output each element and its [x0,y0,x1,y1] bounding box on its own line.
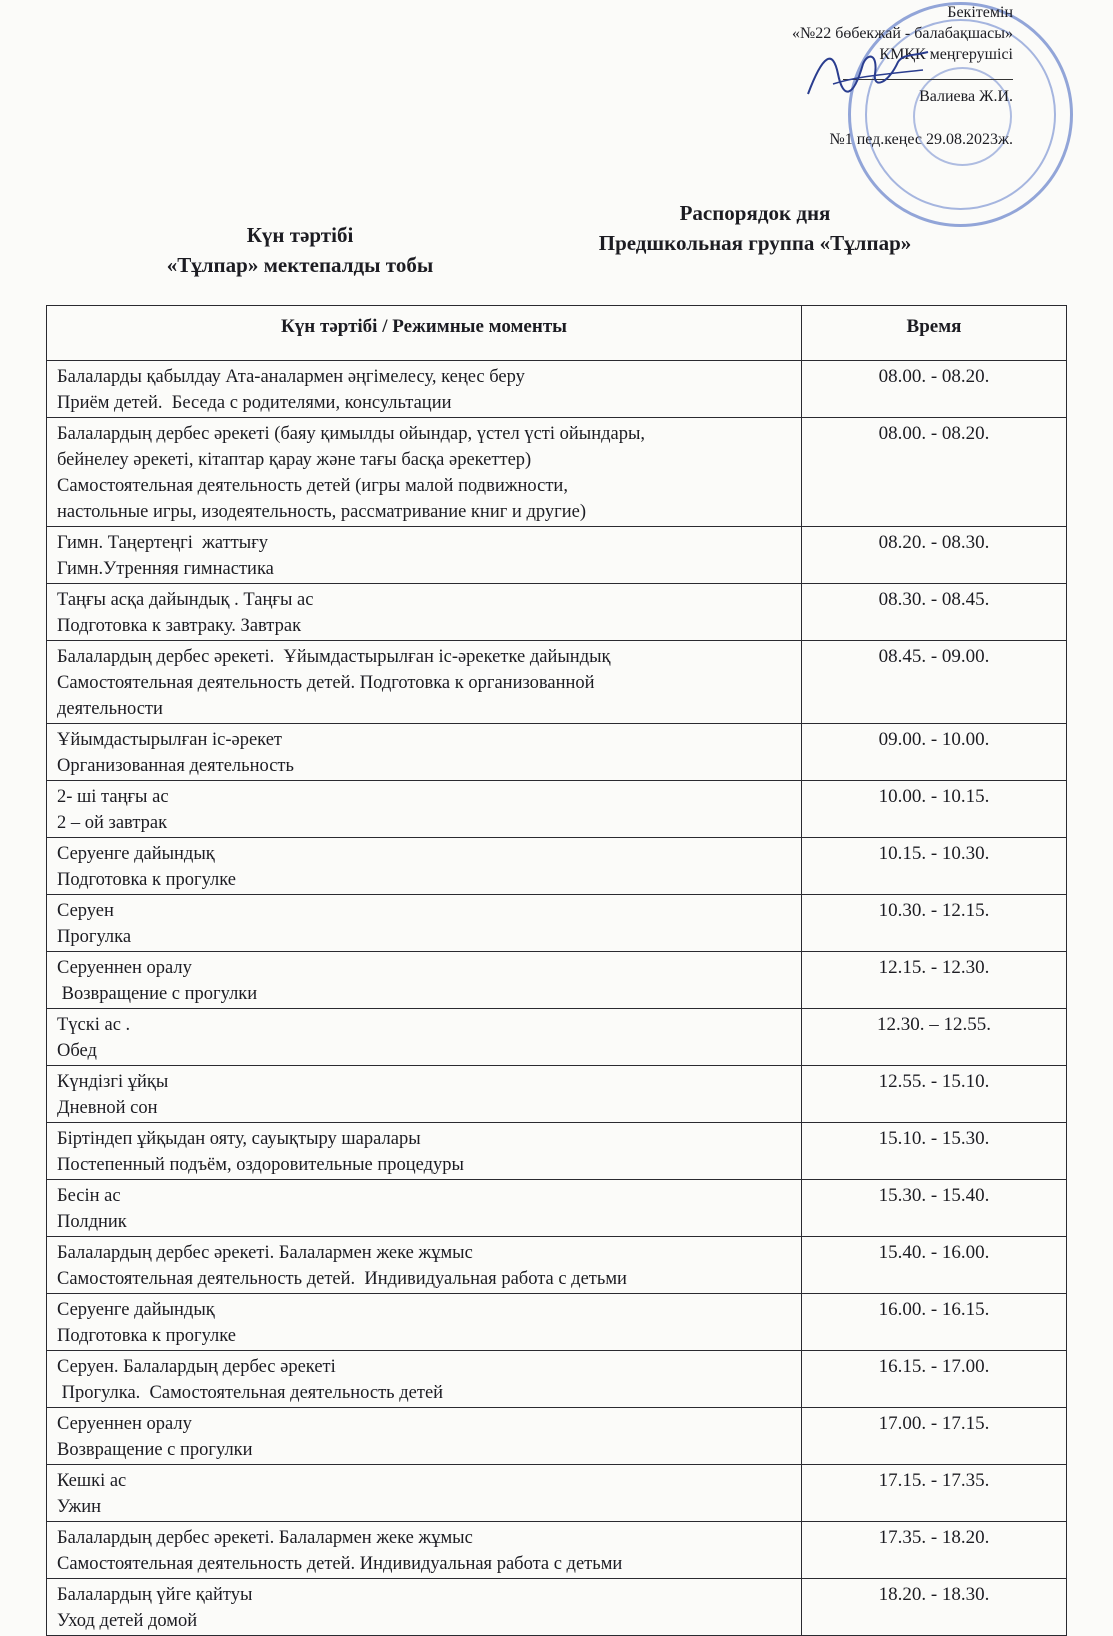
activity-line: Серуеннен оралу [57,1414,192,1434]
activity-cell [47,1579,802,1636]
activity-line: Самостоятельная деятельность детей. Подготовка к организованной [57,673,595,693]
handwritten-signature [803,44,933,104]
activity-line: Полдник [57,1212,127,1232]
activity-line: Күндізгі ұйқы [57,1072,169,1092]
activity-line: Самостоятельная деятельность детей (игры малой подвижности, [57,476,568,496]
activity-line: Серуенге дайындық [57,1300,215,1320]
activity-line: Постепенный подъём, оздоровительные процедуры [57,1155,464,1175]
approval-line-4: Валиева Ж.И. [919,88,1013,105]
activity-line: настольные игры, изодеятельность, рассматривание книг и другие) [57,502,586,522]
table-row [47,361,1067,418]
activity-cell [47,781,802,838]
table-row [47,724,1067,781]
schedule-body [47,361,1067,1636]
time-cell: 17.35. - 18.20. [802,1522,1067,1579]
time-cell: 16.00. - 16.15. [802,1294,1067,1351]
activity-cell [47,418,802,527]
time-cell: 15.40. - 16.00. [802,1237,1067,1294]
activity-cell [47,1465,802,1522]
table-row [47,1522,1067,1579]
time-cell: 15.30. - 15.40. [802,1180,1067,1237]
activity-cell [47,361,802,418]
table-row [47,781,1067,838]
activity-line: Балалардың дербес әрекеті (баяу қимылды ойындар, үстел үсті ойындары, [57,424,646,444]
activity-line: Организованная деятельность [57,756,294,776]
time-cell: 08.30. - 08.45. [802,584,1067,641]
table-row [47,1237,1067,1294]
time-cell: 15.10. - 15.30. [802,1123,1067,1180]
page-headings [0,198,1113,278]
table-row [47,527,1067,584]
table-row [47,1408,1067,1465]
activity-cell [47,527,802,584]
activity-cell [47,641,802,724]
table-row [47,1180,1067,1237]
activity-line: Түскі ас . [57,1015,131,1035]
table-row [47,641,1067,724]
activity-line: Подготовка к прогулке [57,870,237,890]
activity-cell [47,1522,802,1579]
activity-line: Подготовка к прогулке [57,1326,237,1346]
activity-cell [47,1237,802,1294]
time-cell: 10.00. - 10.15. [802,781,1067,838]
table-row [47,895,1067,952]
activity-cell [47,838,802,895]
activity-line: Кешкі ас [57,1471,127,1491]
time-cell: 12.55. - 15.10. [802,1066,1067,1123]
activity-line: Балаларды қабылдау Ата-аналармен әңгімелесу, кеңес беру [57,367,525,387]
activity-line: Біртіндеп ұйқыдан ояту, сауықтыру шаралары [57,1129,421,1149]
activity-line: деятельности [57,699,163,719]
time-cell: 08.00. - 08.20. [802,361,1067,418]
activity-line: Возвращение с прогулки [57,984,258,1004]
table-row [47,838,1067,895]
activity-line: Возвращение с прогулки [57,1440,253,1460]
activity-line: Серуенге дайындық [57,844,215,864]
time-cell: 12.15. - 12.30. [802,952,1067,1009]
activity-cell [47,1294,802,1351]
activity-line: Приём детей. Беседа с родителями, консультации [57,393,452,413]
activity-line: Серуен. Балалардың дербес әрекеті [57,1357,336,1377]
heading-kazakh [120,220,480,280]
table-row [47,1294,1067,1351]
time-cell: 09.00. - 10.00. [802,724,1067,781]
time-cell: 08.45. - 09.00. [802,641,1067,724]
activity-line: Самостоятельная деятельность детей. Индивидуальная работа с детьми [57,1554,623,1574]
table-row [47,1009,1067,1066]
table-row [47,1066,1067,1123]
time-cell: 08.20. - 08.30. [802,527,1067,584]
activity-cell [47,952,802,1009]
heading-russian-title: Распорядок дня [679,201,831,225]
heading-russian [540,198,970,258]
time-cell: 18.20. - 18.30. [802,1579,1067,1636]
time-cell: 10.30. - 12.15. [802,895,1067,952]
activity-cell [47,1408,802,1465]
activity-cell [47,1351,802,1408]
activity-cell [47,895,802,952]
approval-gap [633,107,1013,129]
activity-cell [47,724,802,781]
time-cell: 16.15. - 17.00. [802,1351,1067,1408]
activity-line: Самостоятельная деятельность детей. Индивидуальная работа с детьми [57,1269,627,1289]
activity-line: Балалардың дербес әрекеті. Ұйымдастырылған іс-әрекетке дайындық [57,647,611,667]
activity-cell [47,1066,802,1123]
activity-line: Дневной сон [57,1098,158,1118]
activity-line: Балалардың үйге қайтуы [57,1585,253,1605]
schedule-table [46,305,1067,1636]
time-cell: 17.00. - 17.15. [802,1408,1067,1465]
approval-line-1: Бекітемін [947,4,1013,21]
approval-line-2: «№22 бөбекжай - балабақшасы» [791,25,1013,42]
activity-line: Таңғы асқа дайындық . Таңғы ас [57,590,314,610]
time-cell: 08.00. - 08.20. [802,418,1067,527]
time-cell: 17.15. - 17.35. [802,1465,1067,1522]
header-activity: Күн тәртібі / Режимные моменты [47,306,802,361]
activity-cell [47,1009,802,1066]
activity-line: Прогулка. Самостоятельная деятельность детей [57,1383,444,1403]
table-row [47,1579,1067,1636]
header-time: Время [802,306,1067,361]
activity-line: Бесін ас [57,1186,121,1206]
heading-kazakh-group: «Тұлпар» мектепалды тобы [166,253,434,277]
activity-line: Гимн. Таңертеңгі жаттығу [57,533,269,553]
time-cell: 10.15. - 10.30. [802,838,1067,895]
time-cell: 12.30. – 12.55. [802,1009,1067,1066]
table-row [47,1351,1067,1408]
activity-cell [47,1123,802,1180]
table-row [47,1123,1067,1180]
activity-line: 2 – ой завтрак [57,813,168,833]
activity-line: Ұйымдастырылған іс-әрекет [57,730,282,750]
activity-line: Балалардың дербес әрекеті. Балалармен жеке жұмыс [57,1528,473,1548]
activity-line: Обед [57,1041,97,1061]
table-row [47,1465,1067,1522]
activity-line: Уход детей домой [57,1611,198,1631]
activity-cell [47,1180,802,1237]
activity-line: Серуеннен оралу [57,958,192,978]
activity-line: Балалардың дербес әрекеті. Балалармен жеке жұмыс [57,1243,473,1263]
heading-kazakh-title: Күн тәртібі [246,223,354,247]
table-header-row [47,306,1067,361]
activity-line: Гимн.Утренняя гимнастика [57,559,274,579]
approval-line-5: №1 пед.кеңес 29.08.2023ж. [829,131,1013,148]
table-row [47,418,1067,527]
activity-line: Прогулка [57,927,132,947]
activity-line: бейнелеу әрекеті, кітаптар қарау және тағы басқа әрекеттер) [57,450,532,470]
table-row [47,952,1067,1009]
activity-cell [47,584,802,641]
activity-line: 2- ші таңғы ас [57,787,169,807]
activity-line: Ужин [57,1497,102,1517]
heading-russian-group: Предшкольная группа «Тұлпар» [598,231,912,255]
activity-line: Серуен [57,901,114,921]
approval-line-3: КМҚК меңгерушісі [879,46,1013,63]
table-row [47,584,1067,641]
activity-line: Подготовка к завтраку. Завтрак [57,616,302,636]
